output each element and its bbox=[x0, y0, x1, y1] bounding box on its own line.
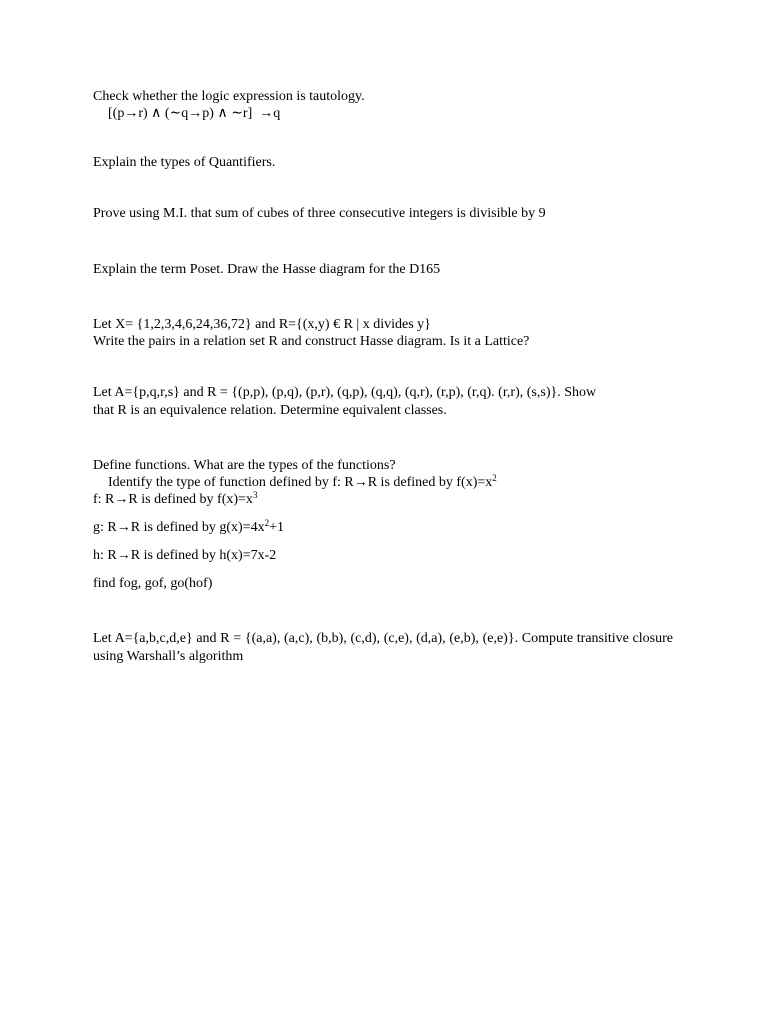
q7-function-f-square: Identify the type of function defined by f: R→R is defined by $f(x)=x^2$ bbox=[108, 473, 497, 490]
q6-prompt: that R is an equivalence relation. Determine equivalent classes. bbox=[93, 403, 447, 418]
q6-relation: Let A={p,q,r,s} and R = {(p,p), (p,q), (p,r), (q,p), (q,q), (q,r), (r,p), (r,q). (r,r), (s,s)}. Show bbox=[93, 385, 597, 400]
q5-set-definition: Let X= {1,2,3,4,6,24,36,72} and R={(x,y) € R | x divides y} bbox=[93, 317, 431, 332]
q5-prompt: Write the pairs in a relation set R and construct Hasse diagram. Is it a Lattice? bbox=[93, 334, 530, 349]
q8-prompt: Let A={a,b,c,d,e} and R = {(a,a), (a,c), (b,b), (c,d), (c,e), (d,a), (e,b), (e,e)}. Compute transitive closure using Warshall’s algorithm bbox=[93, 631, 673, 664]
q1-expression: [(p→r) ∧ (∼q→p) ∧ ∼r] →q bbox=[108, 106, 281, 121]
q7-prompt: Define functions. What are the types of the functions? bbox=[93, 458, 396, 473]
q7-function-h: h: R→R is defined by h(x)=7x-2 bbox=[93, 548, 277, 563]
q7-function-g: g: R→R is defined by $g(x)=4x^2+1$ bbox=[93, 518, 285, 535]
q3-prompt: Prove using M.I. that sum of cubes of three consecutive integers is divisible by 9 bbox=[93, 206, 546, 221]
q2-prompt: Explain the types of Quantifiers. bbox=[93, 155, 276, 170]
q7-function-f-cube: f: R→R is defined by $f(x)=x^3$ bbox=[93, 490, 258, 507]
q4-prompt: Explain the term Poset. Draw the Hasse diagram for the D165 bbox=[93, 262, 441, 277]
q1-prompt: Check whether the logic expression is tautology. bbox=[93, 89, 365, 104]
q7-compositions: find fog, gof, go(hof) bbox=[93, 576, 213, 591]
